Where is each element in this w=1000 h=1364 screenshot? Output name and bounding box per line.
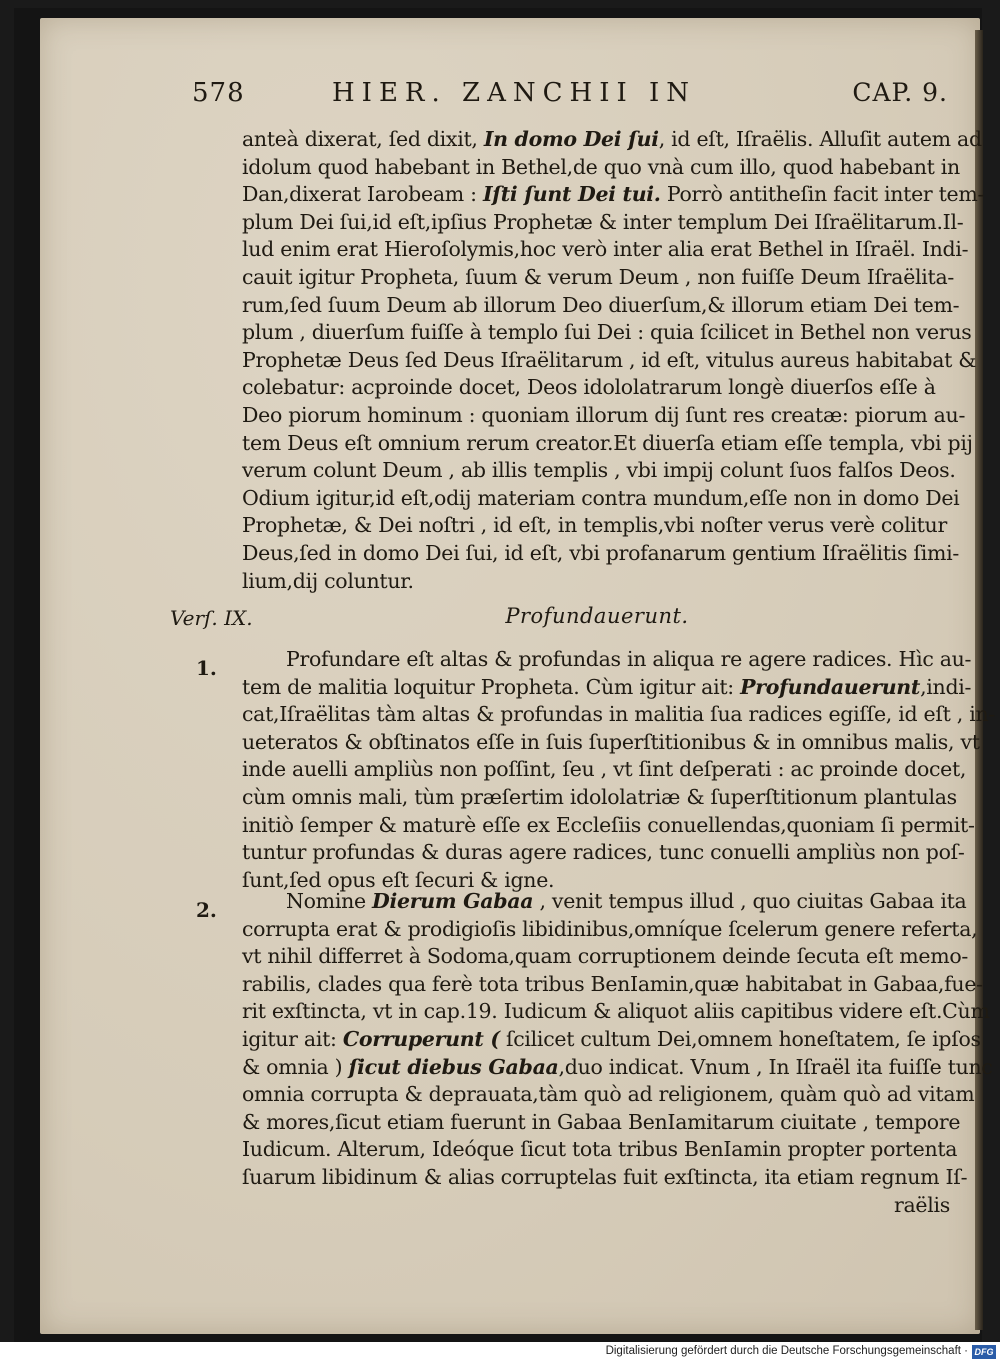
text-line [242, 916, 978, 944]
text-segment: tem de malitia loquitur Propheta. Cùm igitur ait: [242, 674, 741, 699]
paragraph-1 [242, 646, 995, 894]
text-segment: Iudicum. Alterum, Ideóque ſicut tota tribus BenIamin propter portenta [242, 1137, 958, 1162]
text-segment: cùm omnis mali, tùm præſertim idololatriæ & ſuperſtitionum plantulas [242, 784, 957, 809]
emphasis-text: In domo Dei ſui [483, 127, 659, 151]
text-segment: lud enim erat Hieroſolymis,hoc verò inter alia erat Bethel in Iſraël. Indi- [242, 237, 969, 262]
funding-credit: Digitalisierung gefördert durch die Deutsche Forschungsgemeinschaft · [605, 1345, 968, 1357]
text-line [242, 784, 957, 812]
text-segment: cat,Iſraëlitas tàm altas & profundas in malitia ſua radices egiſſe, id eſt , in- [242, 702, 995, 727]
text-line [242, 209, 964, 237]
text-line [242, 457, 956, 485]
text-segment: plum , diuerſum fuiſſe à templo ſui Dei : quia ſcilicet in Bethel non verus [242, 320, 972, 345]
text-line [242, 998, 990, 1026]
text-line [242, 1081, 975, 1109]
text-line [242, 646, 972, 674]
text-segment: Prophetæ, & Dei noſtri , id eſt, in templis,vbi noſter verus verè colitur [242, 513, 947, 538]
text-line [242, 374, 952, 402]
text-line [242, 943, 969, 971]
text-line [242, 1109, 961, 1137]
text-segment: colebatur: acproinde docet, Deos idololatrarum longè diuerſos eſſe à [242, 375, 936, 400]
text-segment: tuntur profundas & duras agere radices, tunc conuelli ampliùs non poſ- [242, 840, 965, 865]
text-line [242, 402, 966, 430]
text-segment: rum,ſed ſuum Deum ab illorum Deo diuerſum,& illorum etiam Dei tem- [242, 292, 960, 317]
text-segment: , id eſt, Iſraëlis. Alluſit autem ad [658, 127, 982, 151]
chapter-label: CAP. 9. [852, 78, 948, 107]
page-edge [975, 30, 983, 1330]
text-segment: vt nihil differret à Sodoma,quam corruptionem deinde ſecuta eſt memo- [242, 944, 969, 969]
text-line [242, 1164, 968, 1192]
text-line [242, 264, 955, 292]
text-line [242, 512, 952, 540]
emphasis-text: Corruperunt ( [342, 1026, 500, 1051]
text-segment: rabilis, clades qua ferè tota tribus BenIamin,quæ habitabat in Gabaa,fue- [242, 971, 983, 996]
text-line [242, 540, 960, 568]
text-line [242, 154, 960, 182]
text-segment: Dan,dixerat Iarobeam : [242, 182, 483, 207]
text-segment: Odium igitur,id eſt,odij materiam contra mundum,eſſe non in domo Dei [242, 485, 960, 510]
text-segment: initiò ſemper & maturè eſſe ex Eccleſiis conuellendas,quoniam ſi permit- [242, 812, 975, 837]
verse-label: Verſ. IX. [170, 606, 253, 630]
text-line [242, 729, 980, 757]
text-segment: ſcilicet cultum Dei,omnem honeſtatem, ſe ipſos [499, 1026, 981, 1051]
text-line [242, 971, 983, 999]
text-line [242, 430, 973, 458]
text-line [242, 1136, 958, 1164]
text-segment: Deus,ſed in domo Dei ſui, id eſt, vbi profanarum gentium Iſraëlitis ſimi- [242, 540, 960, 565]
text-segment: verum colunt Deum , ab illis templis , vbi impij colunt ſuos falſos Deos. [242, 458, 956, 483]
text-line [242, 319, 972, 347]
text-line [242, 568, 952, 596]
text-line [242, 126, 982, 154]
text-segment: ſuarum libidinum & alias corruptelas fuit exſtincta, ita etiam regnum Iſ- [242, 1164, 968, 1189]
text-segment: idolum quod habebant in Bethel,de quo vnà cum illo, quod habebant in [242, 154, 960, 179]
text-segment: igitur ait: [242, 1026, 343, 1051]
text-segment: ,indi- [920, 674, 972, 699]
emphasis-text: Dierum Gabaa [372, 889, 534, 913]
emphasis-text: Profundauerunt [740, 674, 921, 699]
text-line [242, 292, 960, 320]
text-line [242, 812, 975, 840]
catchword: raëlis [894, 1193, 950, 1217]
text-line [242, 888, 967, 916]
paragraph-number: 2. [196, 898, 217, 922]
dfg-logo: DFG [972, 1345, 996, 1359]
running-title: HIER. ZANCHII IN [332, 78, 697, 108]
text-line [242, 1026, 981, 1054]
text-segment: rit exſtincta, vt in cap.19. Iudicum & aliquot aliis capitibus videre eſt.Cùm [242, 999, 990, 1024]
text-line [242, 756, 967, 784]
paragraph-number: 1. [196, 656, 217, 680]
text-segment: anteà dixerat, ſed dixit, [242, 127, 484, 151]
text-segment: tem Deus eſt omnium rerum creator.Et diuerſa etiam eſſe templa, vbi pij [242, 430, 973, 455]
text-segment: Deo piorum hominum : quoniam illorum dij ſunt res creatæ: piorum au- [242, 402, 966, 427]
text-line [242, 839, 965, 867]
text-line [242, 485, 960, 513]
text-segment: , venit tempus illud , quo ciuitas Gabaa ita [533, 889, 967, 913]
top-paragraph [242, 126, 985, 595]
text-line [242, 181, 985, 209]
text-segment: omnia corrupta & deprauata,tàm quò ad religionem, quàm quò ad vitam [242, 1082, 975, 1107]
emphasis-text: Iſti ſunt Dei tui. [482, 182, 661, 207]
paragraph-2 [242, 888, 993, 1192]
body-text [242, 126, 985, 595]
text-segment: ,duo indicat. Vnum , In Iſraël ita fuiſſe tunc [558, 1054, 993, 1079]
text-segment: inde auelli ampliùs non poſſint, ſeu , vt ſint deſperati : ac proinde docet, [242, 757, 967, 782]
text-segment: & omnia ) [242, 1054, 349, 1079]
running-header [192, 70, 948, 110]
footer-bar [0, 1342, 1000, 1364]
text-segment: lium,dij coluntur. [242, 568, 414, 593]
text-line [242, 1054, 993, 1082]
text-segment: cauit igitur Propheta, ſuum & verum Deum , non fuiſſe Deum Iſraëlita- [242, 264, 955, 289]
text-segment: Profundare eſt altas & profundas in aliqua re agere radices. Hìc au- [286, 647, 972, 671]
emphasis-text: ſicut diebus Gabaa [348, 1054, 559, 1079]
section-title: Profundauerunt. [505, 604, 689, 628]
text-segment: Nomine [286, 889, 373, 913]
text-segment: Prophetæ Deus ſed Deus Iſraëlitarum , id eſt, vitulus aureus habitabat & [242, 347, 977, 372]
text-line [242, 701, 995, 729]
text-segment: Porrò antitheſin facit inter tem- [660, 182, 985, 207]
text-segment: & mores,ſicut etiam fuerunt in Gabaa BenIamitarum ciuitate , tempore [242, 1109, 961, 1134]
text-segment: ueteratos & obſtinatos eſſe in ſuis ſuperſtitionibus & in omnibus malis, vt [242, 729, 980, 754]
text-segment: plum Dei ſui,id eſt,ipſius Prophetæ & inter templum Dei Iſraëlitarum.Il- [242, 209, 964, 234]
text-segment: corrupta erat & prodigioſis libidinibus,omníque ſcelerum genere referta, [242, 916, 978, 941]
text-line [242, 236, 969, 264]
text-segment: ſunt,ſed opus eſt ſecuri & igne. [242, 867, 555, 892]
text-line [242, 674, 972, 702]
page-number: 578 [192, 78, 245, 108]
text-line [242, 347, 977, 375]
